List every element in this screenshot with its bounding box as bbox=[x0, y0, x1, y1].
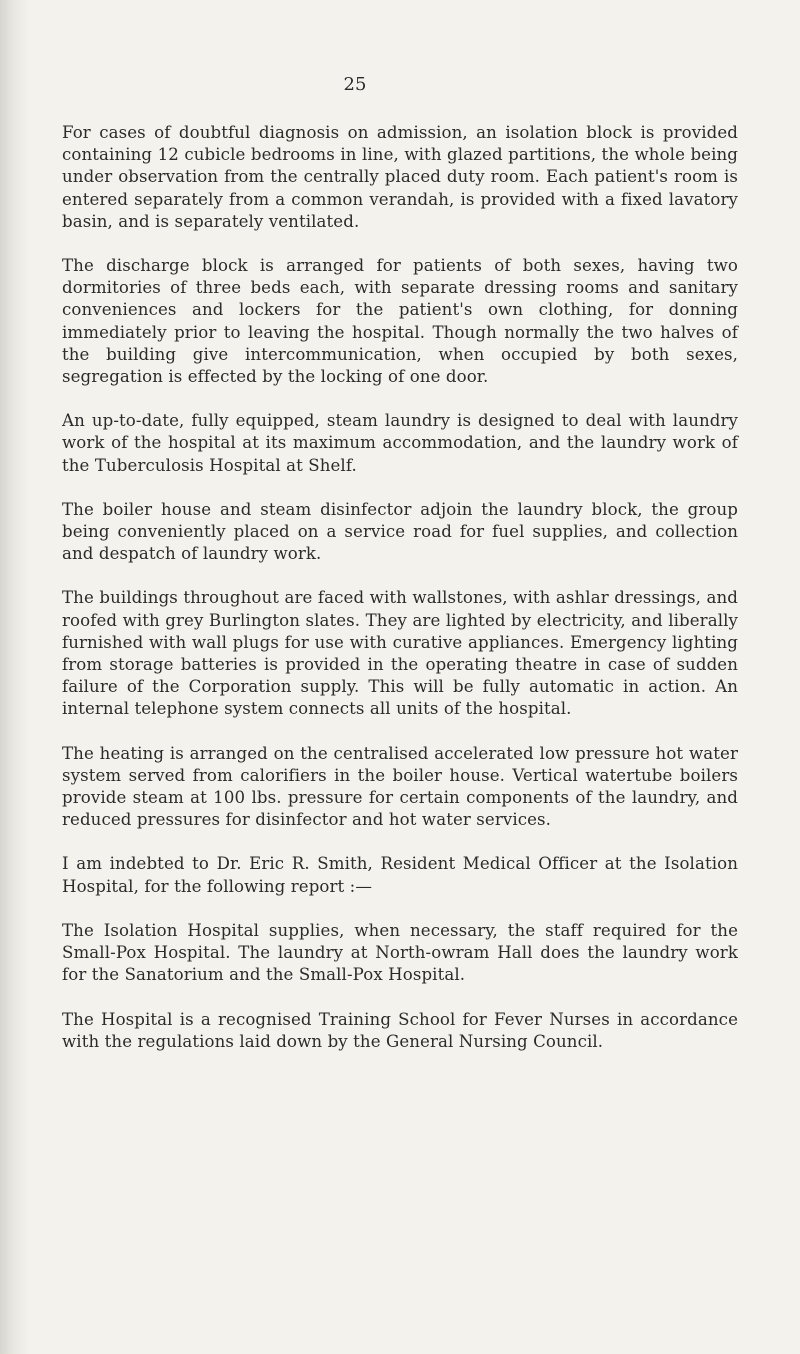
body-text bbox=[62, 122, 738, 1075]
paragraph-discharge-block: The discharge block is arranged for patients of both sexes, having two dormitories of three beds each, with separate dressing rooms and sanitary conveniences and lockers for the patient's own clothing, for donning immediately prior to leaving the hospital. Though normally the two halves of the building give intercommunication, when occupied by both sexes, segregation is effected by the locking of one door. bbox=[62, 256, 738, 387]
paragraph-boiler-house: The boiler house and steam disinfector adjoin the laundry block, the group being conveniently placed on a service road for fuel supplies, and collection and despatch of laundry work. bbox=[62, 499, 738, 564]
paragraph-isolation-block: For cases of doubtful diagnosis on admission, an isolation block is provided containing 12 cubicle bedrooms in line, with glazed partitions, the whole being under observation from the centrally placed duty room. Each patient's room is entered separately from a common verandah, is provided with a fixed lavatory basin, and is separately ventilated. bbox=[62, 123, 738, 231]
paragraph-training-school: The Hospital is a recognised Training School for Fever Nurses in accordance with the regulations laid down by the General Nursing Council. bbox=[62, 1009, 738, 1051]
paragraph-buildings: The buildings throughout are faced with wallstones, with ashlar dressings, and roofed with grey Burlington slates. They are lighted by electricity, and liberally furnished with wall plugs for use with curative appliances. Emergency lighting from storage batteries is provided in the operating theatre in case of sudden failure of the Corporation supply. This will be fully automatic in action. An internal telephone system connects all units of the hospital. bbox=[62, 588, 738, 719]
paragraph-heating: The heating is arranged on the centralised accelerated low pressure hot water system served from calorifiers in the boiler house. Vertical watertube boilers provide steam at 100 lbs. pressure for certain components of the laundry, and reduced pressures for disinfector and hot water services. bbox=[62, 743, 738, 830]
paragraph-steam-laundry: An up-to-date, fully equipped, steam laundry is designed to deal with laundry work of the hospital at its maximum accommodation, and the laundry work of the Tuberculosis Hospital at Shelf. bbox=[62, 411, 738, 475]
paragraph-report-intro: I am indebted to Dr. Eric R. Smith, Resident Medical Officer at the Isolation Hospital, for the following report :— bbox=[62, 854, 738, 896]
paragraph-staff-supply: The Isolation Hospital supplies, when necessary, the staff required for the Small-Pox Hospital. The laundry at North-owram Hall does the laundry work for the Sanatorium and the Small-Pox Hospital. bbox=[62, 920, 738, 985]
page-number: 25 bbox=[343, 74, 367, 95]
